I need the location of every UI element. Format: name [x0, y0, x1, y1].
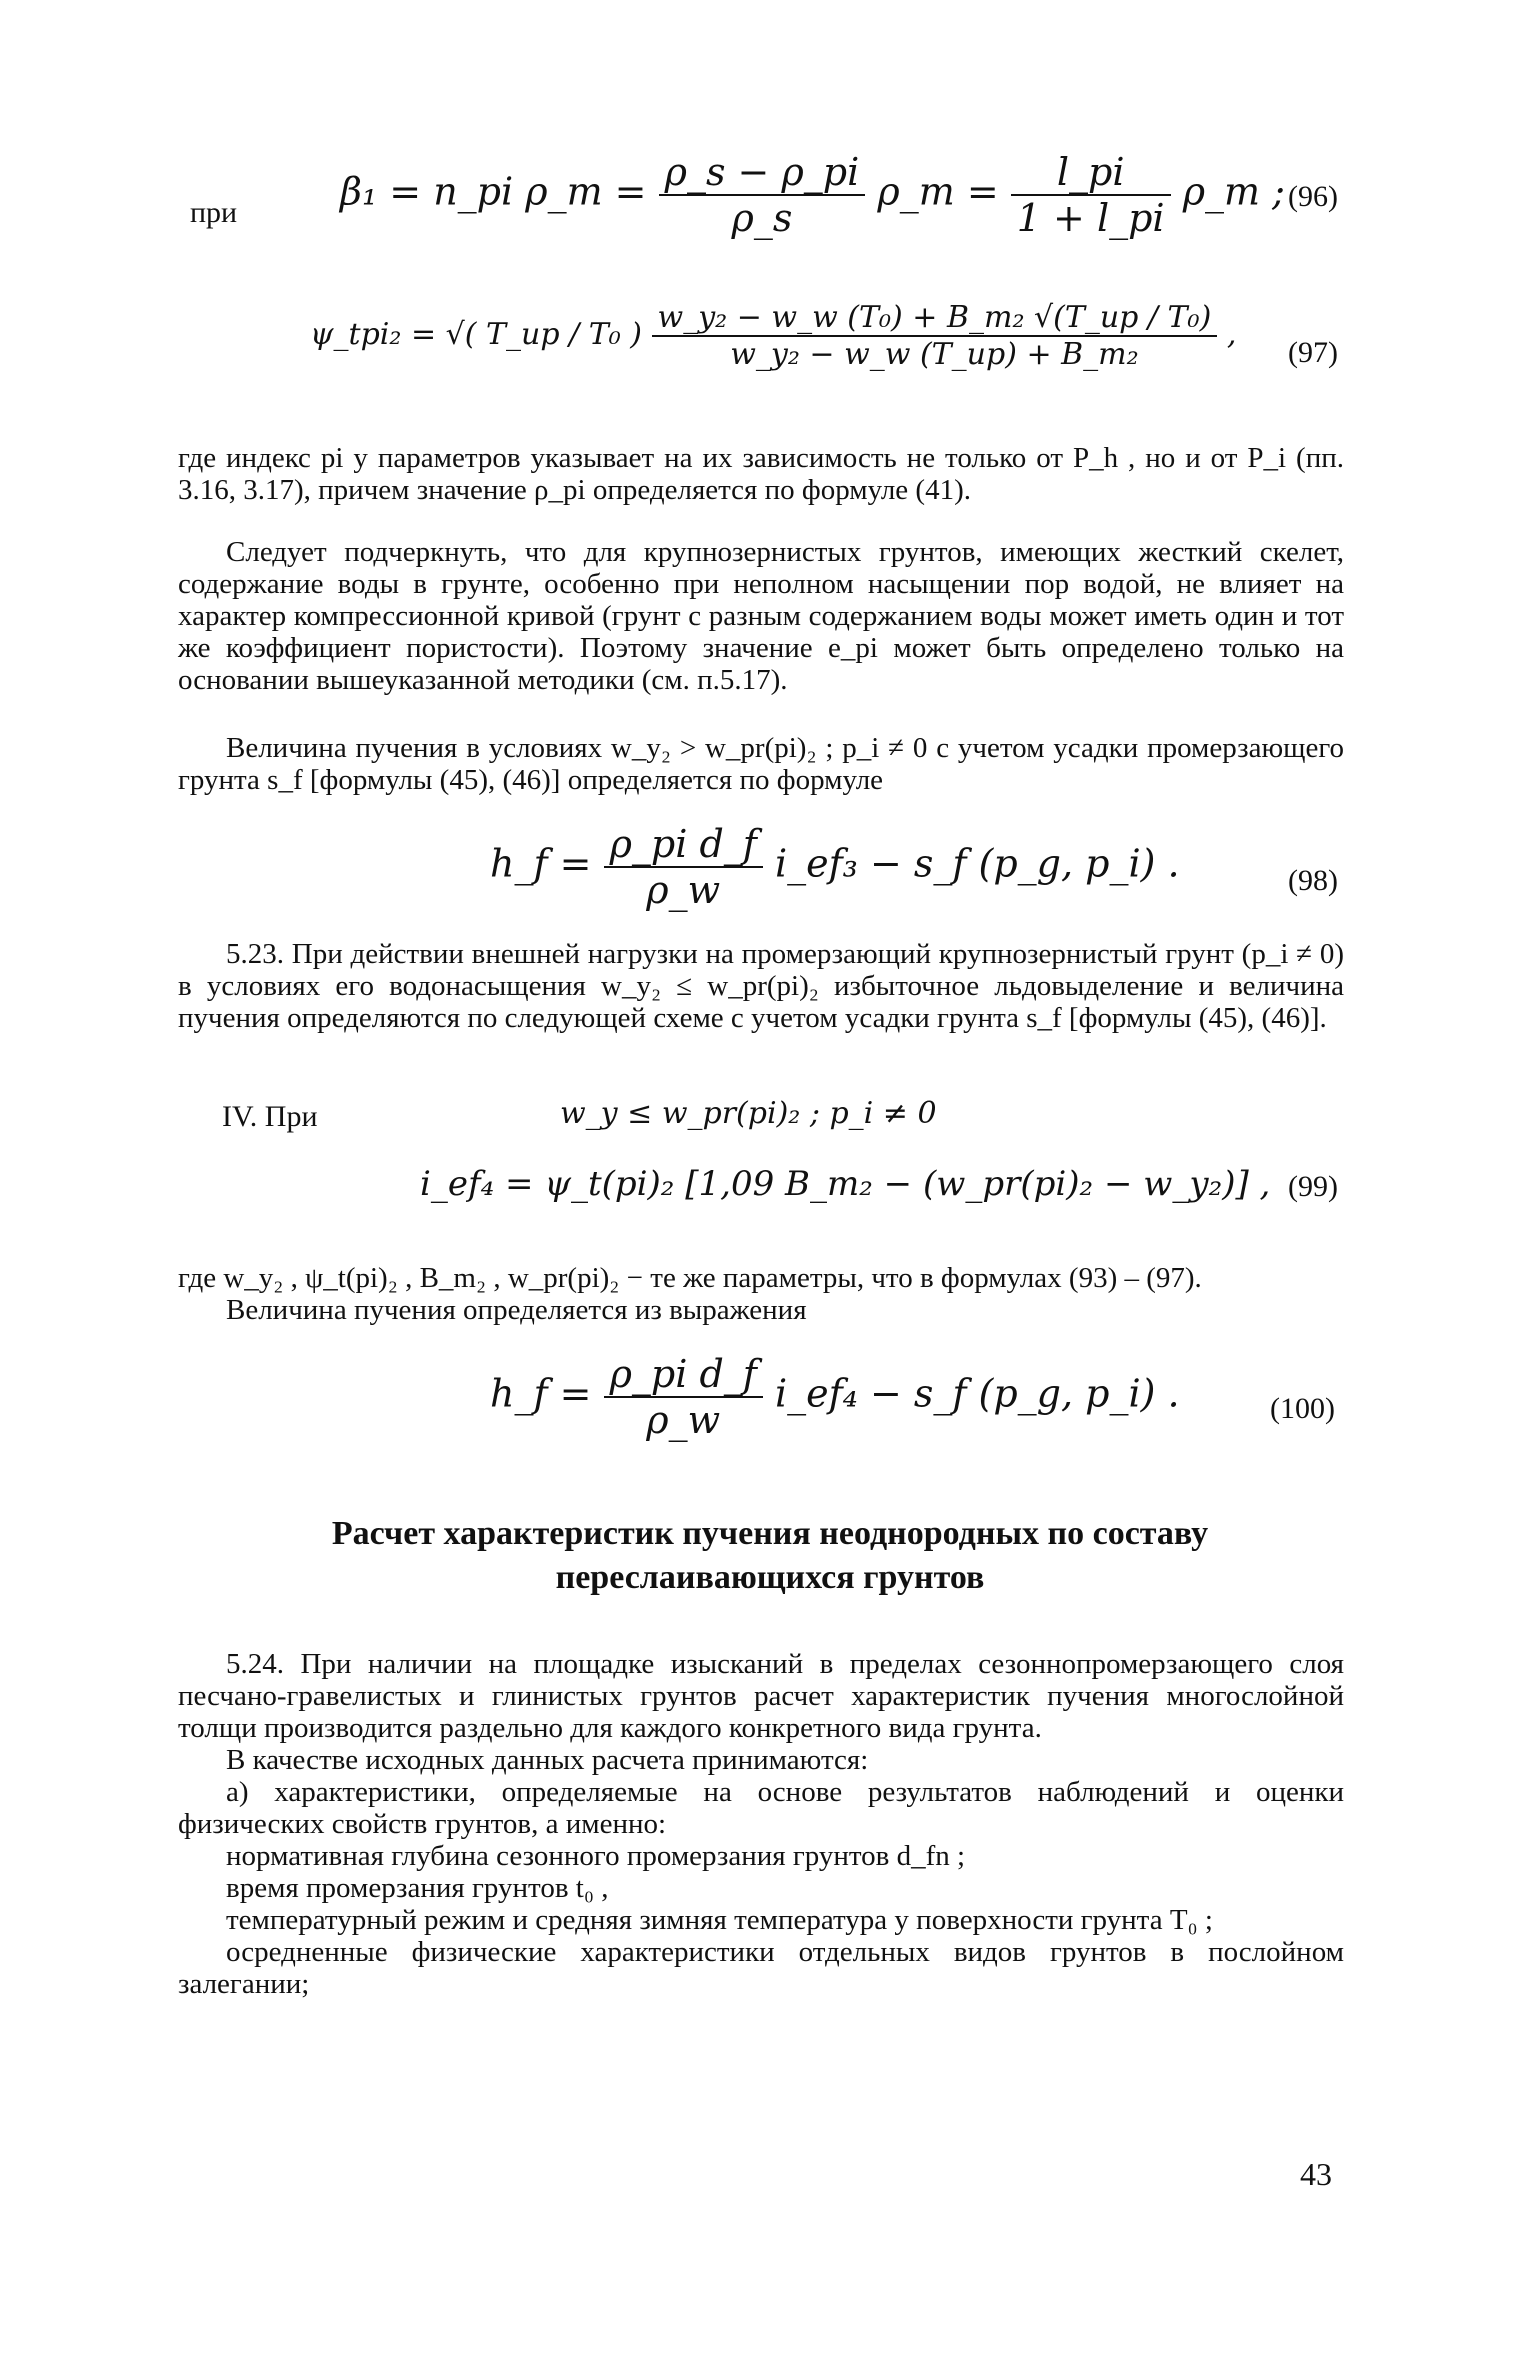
para9-text: а) характеристики, определяемые на основе результатов наблюдений и оценки физических свойств грунтов, а именно:	[178, 1776, 1344, 1840]
eq98-lhs: h_f =	[490, 841, 592, 886]
case4-label: IV. При	[222, 1100, 318, 1133]
para2-text: Следует подчеркнуть, что для крупнозернистых грунтов, имеющих жесткий скелет, содержание воды в грунте, особенно при неполном насыщении пор водой, не влияет на характер компрессионной кривой (грунт с разным содержанием воды может иметь один и тот же коэффициент пористости). Поэтому значение e_pi может быть определено только на основании вышеуказанной методики (см. п.5.17).	[178, 536, 1344, 696]
eq96-fraction-2	[1011, 150, 1171, 240]
list-item-characteristics: осредненные физические характеристики отдельных видов грунтов в послойном залегании;	[178, 1936, 1344, 2000]
paragraph-index-note	[178, 442, 1344, 506]
eq98-fraction	[604, 822, 763, 912]
list-item-depth: нормативная глубина сезонного промерзания грунтов d_fn ;	[226, 1840, 966, 1872]
eq100-fraction	[604, 1352, 763, 1442]
para3-text: Величина пучения в условиях w_y₂ > w_pr(pi)₂ ; p_i ≠ 0 с учетом усадки промерзающего грунта s_f [формулы (45), (46)] определяется по формуле	[178, 732, 1344, 796]
paragraph-coarse-soils	[178, 536, 1344, 696]
list-item-time: время промерзания грунтов t₀ ,	[226, 1872, 609, 1904]
eq98-tail: i_ef₃ − s_f (p_g, p_i) .	[774, 841, 1180, 886]
eq96-frac2-denominator: 1 + l_pi	[1016, 196, 1165, 240]
para6-text: Величина пучения определяется из выражения	[226, 1294, 807, 1326]
para4-text: 5.23. При действии внешней нагрузки на промерзающий крупнозернистый грунт (p_i ≠ 0) в условиях его водонасыщения w_y₂ ≤ w_pr(pi)₂ избыточное льдовыделение и величина пучения определяются по следующей схеме с учетом усадки грунта s_f [формулы (45), (46)].	[178, 938, 1344, 1034]
eq96-tail: ρ_m ;	[1182, 169, 1285, 214]
equation-98	[490, 822, 1180, 912]
eq96-fraction-1	[659, 150, 866, 240]
eq98-number: (98)	[1288, 864, 1338, 897]
page-number: 43	[1300, 2156, 1332, 2192]
paragraph-5-23	[178, 938, 1344, 1034]
paragraph-heave-condition	[178, 732, 1344, 796]
eq96-number: (96)	[1288, 180, 1338, 213]
para7-text: 5.24. При наличии на площадке изысканий в пределах сезоннопромерзающего слоя песчано-гравелистых и глинистых грунтов расчет характеристик пучения многослойной толщи производится раздельно для каждого конкретного вида грунта.	[178, 1648, 1344, 1744]
eq96-frac1-denominator: ρ_s	[731, 196, 793, 240]
eq99-number: (99)	[1288, 1170, 1338, 1203]
equation-100	[490, 1352, 1180, 1442]
eq100-tail: i_ef₄ − s_f (p_g, p_i) .	[774, 1371, 1180, 1416]
eq96-frac1-numerator: ρ_s − ρ_pi	[659, 150, 866, 196]
eq97-tail: ,	[1226, 317, 1237, 352]
eq98-numerator: ρ_pi d_f	[604, 822, 763, 868]
para1-text: где индекс pi у параметров указывает на их зависимость не только от P_h , но и от P_i (пп. 3.16, 3.17), причем значение ρ_pi определяется по формуле (41).	[178, 442, 1344, 506]
eq100-numerator: ρ_pi d_f	[604, 1352, 763, 1398]
eq97-sqrt2-denominator: w_y₂ − w_w (T_up) + B_m₂	[730, 337, 1139, 372]
paragraph-5-24	[178, 1648, 1344, 2000]
eq100-denominator: ρ_w	[646, 1398, 721, 1442]
eq96-left: β₁ = n_pi ρ_m =	[340, 169, 647, 214]
eq97-sqrt1: √( T_up / T₀ )	[445, 317, 642, 352]
paragraph-parameters	[178, 1262, 1344, 1326]
para5-text: где w_y₂ , ψ_t(pi)₂ , B_m₂ , w_pr(pi)₂ − те же параметры, что в формулах (93) – (97).	[178, 1262, 1202, 1294]
section-heading: Расчет характеристик пучения неоднородных по составу переслаивающихся грунтов	[331, 1515, 1209, 1596]
para8-text: В качестве исходных данных расчета принимаются:	[226, 1744, 869, 1776]
eq97-number: (97)	[1288, 336, 1338, 369]
equation-96	[340, 150, 1285, 240]
case4-condition: w_y ≤ w_pr(pi)₂ ; p_i ≠ 0	[560, 1096, 937, 1131]
eq100-lhs: h_f =	[490, 1371, 592, 1416]
eq96-mid: ρ_m =	[877, 169, 999, 214]
eq97-sqrt2-fraction	[652, 300, 1218, 372]
eq96-prefix: при	[190, 196, 238, 229]
equation-99: i_ef₄ = ψ_t(pi)₂ [1,09 B_m₂ − (w_pr(pi)₂ − w_y₂)] ,	[420, 1164, 1271, 1204]
eq97-lhs: ψ_tpi₂ =	[310, 317, 437, 352]
eq100-number: (100)	[1270, 1392, 1335, 1425]
eq96-frac2-numerator: l_pi	[1011, 150, 1171, 196]
list-item-temperature: температурный режим и средняя зимняя температура у поверхности грунта T₀ ;	[226, 1904, 1213, 1936]
equation-97	[310, 300, 1236, 372]
eq98-denominator: ρ_w	[646, 868, 721, 912]
eq97-sqrt2-numerator: w_y₂ − w_w (T₀) + B_m₂ √(T_up / T₀)	[652, 300, 1218, 337]
